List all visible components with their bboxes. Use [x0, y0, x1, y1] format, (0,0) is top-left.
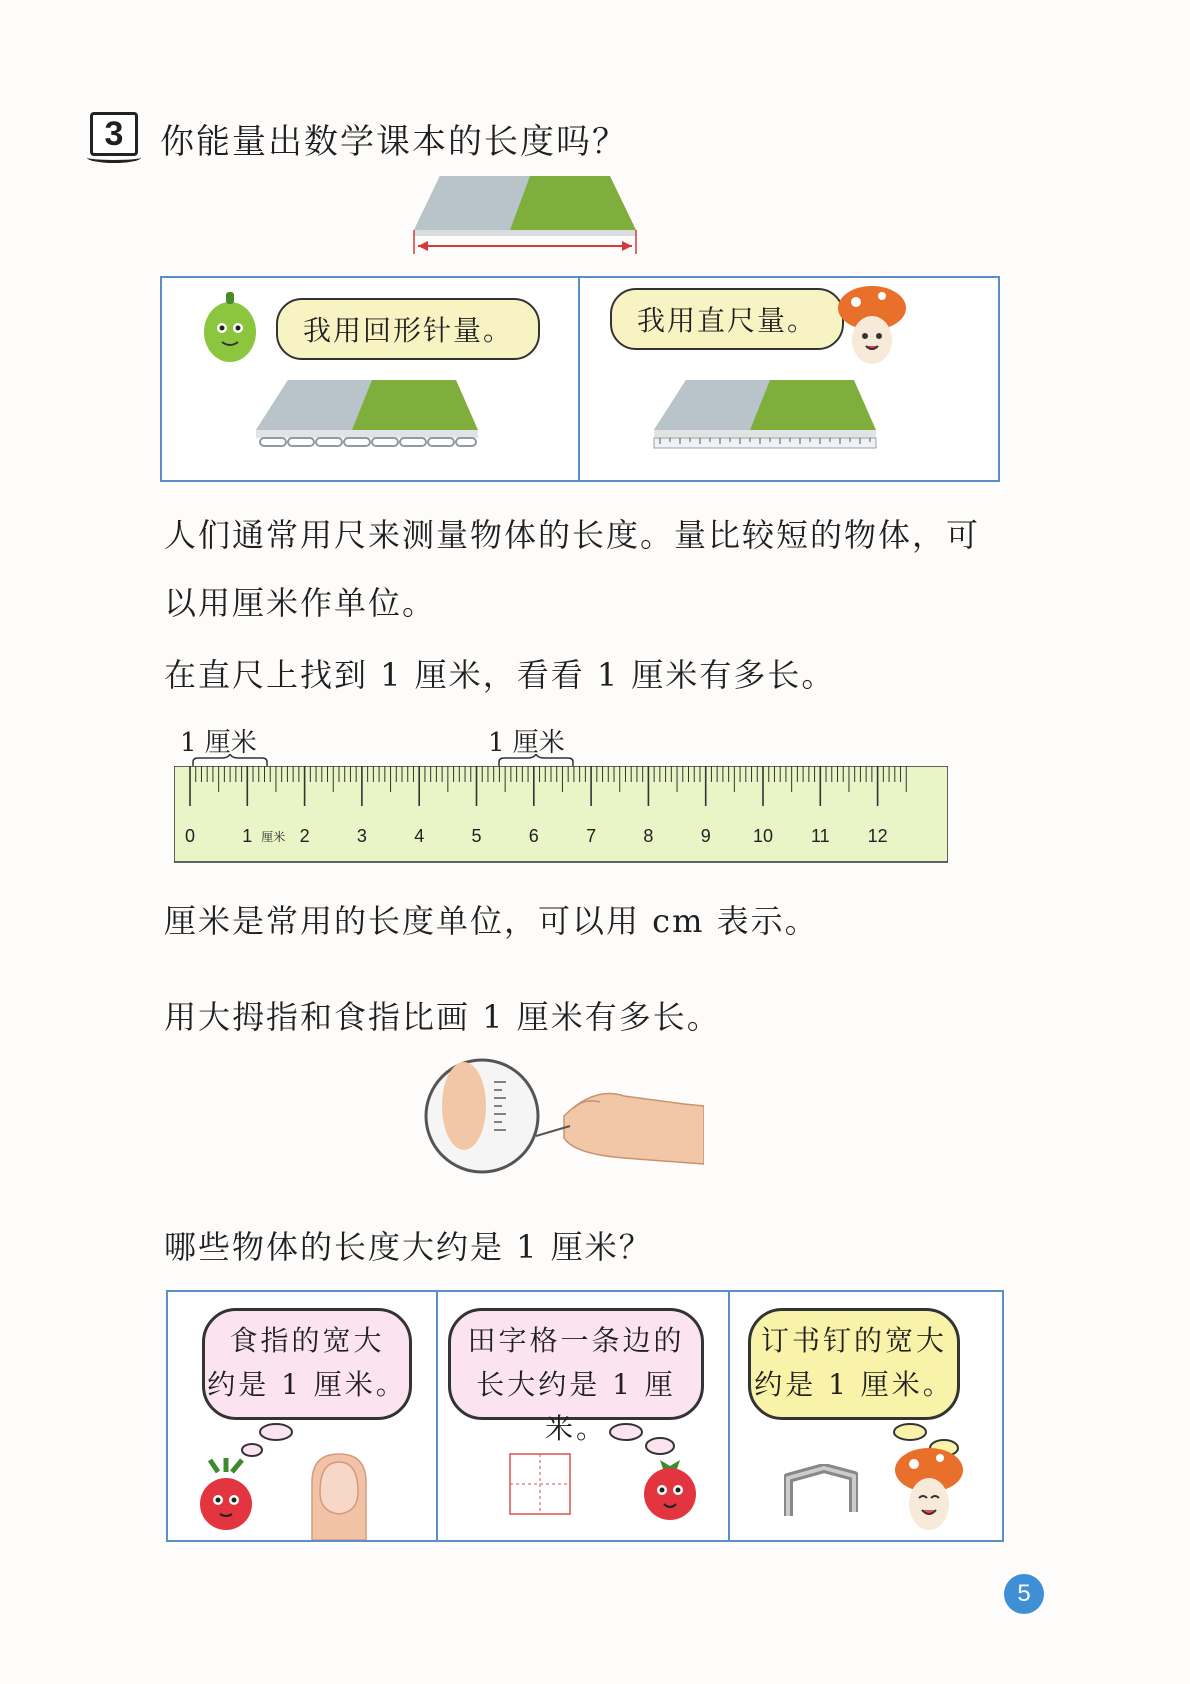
ruler-number-11: 11 — [810, 826, 830, 846]
examples-divider-1 — [436, 1292, 438, 1540]
ruler-number-10: 10 — [752, 826, 774, 846]
radish-character-icon — [188, 1458, 264, 1538]
book-with-ruler-illustration — [650, 376, 880, 460]
thumb-finger-gesture-illustration — [424, 1046, 704, 1186]
mushroom-character-icon-2 — [892, 1446, 966, 1536]
tianzige-grid-illustration — [508, 1452, 572, 1516]
ruler-number-6: 6 — [528, 826, 539, 846]
ruler-number-9: 9 — [700, 826, 711, 846]
ruler-number-8: 8 — [643, 826, 654, 846]
paperclip-speech-bubble — [276, 298, 540, 360]
examples-divider-2 — [728, 1292, 730, 1540]
ruler-1cm-label-a: 1 厘米 — [180, 728, 257, 758]
finger-width-line1: 食指的宽大 — [229, 1324, 385, 1357]
intro-paragraph-line2: 以用厘米作单位。 — [164, 584, 437, 622]
mushroom-character-icon — [834, 282, 910, 368]
panel-divider — [578, 278, 580, 480]
staple-width-line1: 订书钉的宽大 — [760, 1324, 947, 1357]
measure-methods-panel — [160, 276, 1000, 482]
paperclip-speech-text: 我用回形针量。 — [302, 314, 513, 347]
ruler-number-5: 5 — [471, 826, 482, 846]
objects-about-1cm-question: 哪些物体的长度大约是 1 厘米？ — [164, 1228, 653, 1266]
staples-illustration — [784, 1464, 858, 1518]
book-with-paperclips-illustration — [252, 376, 482, 460]
grid-side-thought-cloud — [448, 1308, 704, 1445]
find-1cm-instruction: 在直尺上找到 1 厘米，看看 1 厘米有多长。 — [164, 656, 836, 694]
ruler-1cm-label-b: 1 厘米 — [488, 728, 565, 758]
pepper-character-icon — [198, 286, 262, 370]
ruler-number-1: 1 — [242, 826, 253, 846]
ruler-number-2: 2 — [299, 826, 310, 846]
book-icon — [87, 152, 141, 163]
ruler-number-12: 12 — [867, 826, 888, 846]
intro-paragraph-line1: 人们通常用尺来测量物体的长度。量比较短的物体，可 — [164, 516, 981, 554]
question-title: 你能量出数学课本的长度吗？ — [160, 122, 628, 162]
ruler-number-3: 3 — [356, 826, 367, 846]
ruler-number-7: 7 — [586, 826, 597, 846]
ruler-number-4: 4 — [414, 826, 425, 846]
question-number-badge — [90, 112, 138, 156]
staple-width-line2: 约是 1 厘米。 — [754, 1368, 954, 1401]
ruler-unit-mark: 厘米 — [261, 830, 286, 844]
grid-side-line2: 长大约是 1 厘米。 — [476, 1368, 676, 1445]
centimeter-ruler — [174, 766, 948, 864]
index-finger-illustration — [306, 1452, 372, 1540]
tomato-character-icon — [634, 1450, 706, 1530]
examples-panel — [166, 1290, 1004, 1542]
page-number: 5 — [1017, 1580, 1031, 1607]
finger-width-thought-cloud — [202, 1308, 412, 1420]
ruler-speech-bubble — [610, 288, 844, 350]
question-number: 3 — [104, 114, 124, 153]
ruler-speech-text: 我用直尺量。 — [636, 304, 817, 337]
ruler-number-0: 0 — [184, 826, 196, 846]
textbook-measure-illustration — [410, 168, 640, 258]
finger-width-line2: 约是 1 厘米。 — [207, 1368, 407, 1401]
grid-side-line1: 田字格一条边的 — [467, 1324, 685, 1357]
staple-width-thought-cloud — [748, 1308, 960, 1420]
thought-bubbles-1 — [238, 1420, 298, 1460]
cm-unit-explanation: 厘米是常用的长度单位，可以用 cm 表示。 — [164, 902, 819, 940]
finger-gesture-instruction: 用大拇指和食指比画 1 厘米有多长。 — [164, 998, 721, 1036]
page-number-badge — [1004, 1574, 1044, 1614]
